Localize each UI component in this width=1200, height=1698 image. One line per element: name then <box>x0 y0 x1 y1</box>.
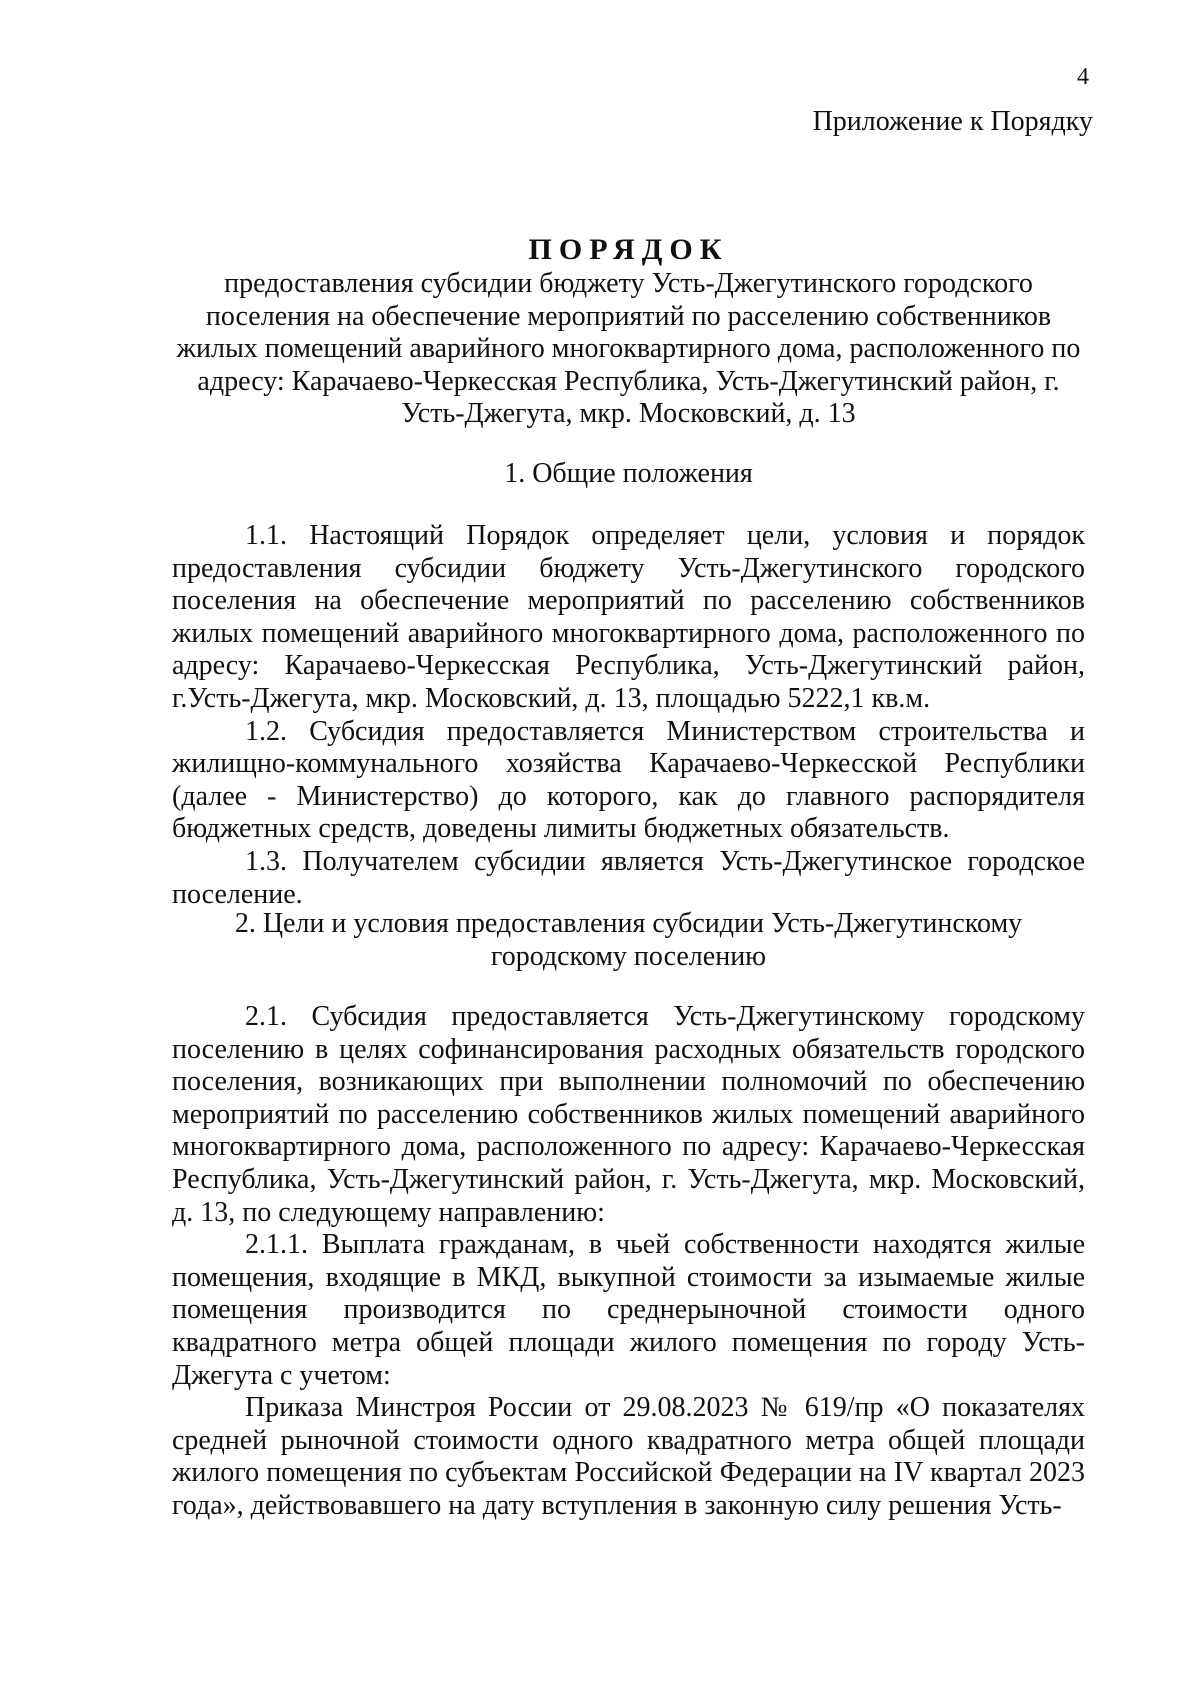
paragraph-2-1: 2.1. Субсидия предоставляется Усть-Джегутинскому городскому поселению в целях софинансирования расходных обязательств городского поселения, возникающих при выполнении полномочий по обеспечению мероприятий по расселению собственников жилых помещений аварийного многоквартирного дома, расположенного по адресу: Карачаево-Черкесская Республика, Усть-Джегутинский район, г. Усть-Джегута, мкр. Московский, д. 13, по следующему направлению: <box>172 1001 1085 1228</box>
title-block <box>172 232 1085 431</box>
document-title: ПОРЯДОК <box>528 233 729 266</box>
paragraph-1-1: 1.1. Настоящий Порядок определяет цели, условия и порядок предоставления субсидии бюджету Усть-Джегутинского городского поселения на обеспечение мероприятий по расселению собственников жилых помещений аварийного многоквартирного дома, расположенного по адресу: Карачаево-Черкесская Республика, Усть-Джегутинский район, г.Усть-Джегута, мкр. Московский, д. 13, площадью 5222,1 кв.м. <box>172 520 1085 714</box>
paragraph-order-reference: Приказа Минстроя России от 29.08.2023 № 619/пр «О показателях средней рыночной стоимости одного квадратного метра общей площади жилого помещения по субъектам Российской Федерации на IV квартал 2023 года», действовавшего на дату вступления в законную силу решения Усть- <box>172 1392 1085 1521</box>
section-body-2 <box>172 1001 1085 1523</box>
paragraph-2-1-1: 2.1.1. Выплата гражданам, в чьей собственности находятся жилые помещения, входящие в МКД, выкупной стоимости за изымаемые жилые помещения производится по среднерыночной стоимости одного квадратного метра общей площади жилого помещения по городу Усть-Джегута с учетом: <box>172 1229 1085 1391</box>
paragraph-1-2: 1.2. Субсидия предоставляется Министерством строительства и жилищно-коммунального хозяйства Карачаево-Черкесской Республики (далее - Министерство) до которого, как до главного распорядителя бюджетных средств, доведены лимиты бюджетных обязательств. <box>172 715 1085 845</box>
section-heading-1: 1. Общие положения <box>504 458 753 489</box>
section-heading-2: 2. Цели и условия предоставления субсидии Усть-Джегутинскому городскому поселению <box>234 908 1023 972</box>
page-number: 4 <box>1077 64 1089 90</box>
paragraph-1-3: 1.3. Получателем субсидии является Усть-Джегутинское городское поселение. <box>172 845 1085 910</box>
section-body-1 <box>172 520 1085 911</box>
appendix-label: Приложение к Порядку <box>812 106 1093 137</box>
document-subtitle: предоставления субсидии бюджету Усть-Джегутинского городского поселения на обеспечение мероприятий по расселению собственников жилых помещений аварийного многоквартирного дома, расположенного по адресу: Карачаево-Черкесская Республика, Усть-Джегутинский район, г. Усть-Джегута, мкр. Московский, д. 13 <box>176 268 1081 430</box>
